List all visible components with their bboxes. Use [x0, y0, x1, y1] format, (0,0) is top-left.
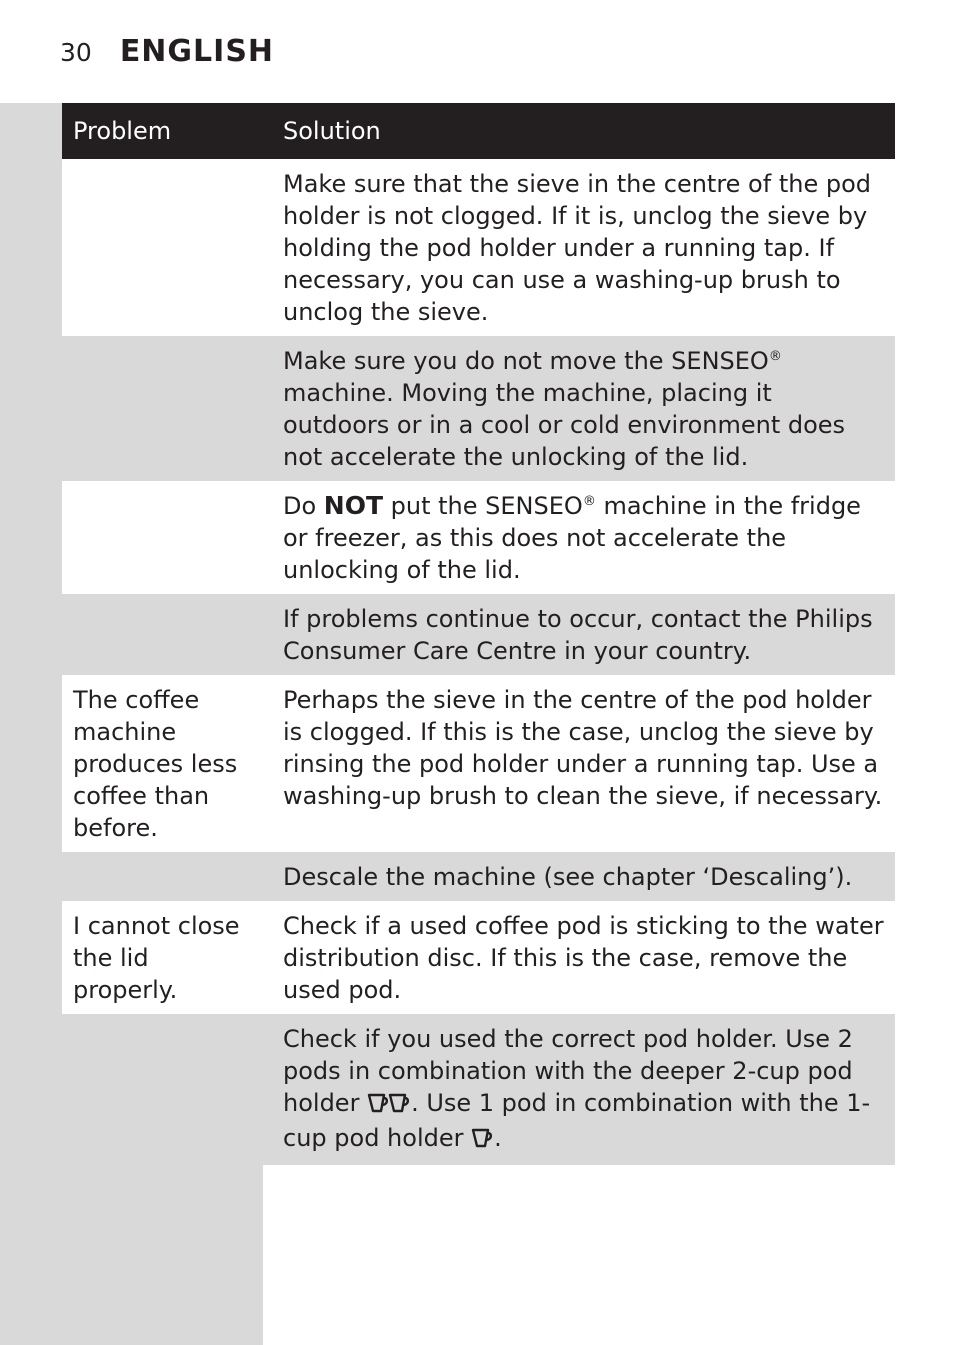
problem-cell — [62, 852, 263, 901]
table-row — [62, 852, 895, 901]
column-header-problem: Problem — [62, 103, 263, 159]
page-header — [60, 34, 274, 74]
troubleshooting-table — [62, 103, 895, 1165]
problem-cell — [62, 1014, 263, 1165]
solution-text: machine. Moving the machine, placing it outdoors or in a cool or cold environment does not accelerate the unlocking of the lid. — [283, 379, 846, 471]
problem-cell: I cannot close the lid properly. — [62, 901, 263, 1014]
solution-cell: If problems continue to occur, contact the Philips Consumer Care Centre in your country. — [263, 594, 895, 675]
problem-cell — [62, 481, 263, 594]
solution-cell: Make sure that the sieve in the centre of the pod holder is not clogged. If it is, unclog the sieve by holding the pod holder under a running tap. If necessary, you can use a washing-up brush to unclog the sieve. — [263, 159, 895, 336]
solution-text: . — [494, 1124, 502, 1152]
registered-mark: ® — [582, 494, 596, 509]
solution-cell — [263, 336, 895, 481]
registered-mark: ® — [768, 349, 782, 364]
table-row — [62, 481, 895, 594]
table-row — [62, 901, 895, 1014]
two-cup-icon — [367, 1090, 411, 1122]
solution-text: Do — [283, 492, 324, 520]
column-header-solution: Solution — [263, 103, 895, 159]
section-title: ENGLISH — [119, 34, 275, 69]
solution-text: Make sure you do not move the SENSEO — [283, 347, 769, 375]
table-row — [62, 159, 895, 336]
one-cup-icon — [471, 1125, 494, 1157]
solution-cell: Descale the machine (see chapter ‘Descaling’). — [263, 852, 895, 901]
solution-cell: Perhaps the sieve in the centre of the pod holder is clogged. If this is the case, unclog the sieve by rinsing the pod holder under a running tap. Use a washing-up brush to clean the sieve, if necessary. — [263, 675, 895, 852]
problem-cell — [62, 159, 263, 336]
solution-text: put the SENSEO — [383, 492, 583, 520]
solution-cell: Check if a used coffee pod is sticking to the water distribution disc. If this is the case, remove the used pod. — [263, 901, 895, 1014]
solution-text: Check if you used the correct pod holder. Use 2 pods in combination with the deeper 2-cup pod holder — [283, 1025, 853, 1117]
emphasis-not: NOT — [323, 491, 384, 520]
table-header-row — [62, 103, 895, 159]
solution-text: machine in the fridge or freezer, as this does not accelerate the unlocking of the lid. — [283, 492, 861, 584]
table-row — [62, 675, 895, 852]
table-row — [62, 1014, 895, 1165]
table-row — [62, 594, 895, 675]
problem-cell — [62, 594, 263, 675]
solution-text: . Use 1 pod in combination with the 1-cup pod holder — [283, 1089, 871, 1152]
table-row — [62, 336, 895, 481]
solution-cell — [263, 481, 895, 594]
solution-cell — [263, 1014, 895, 1165]
problem-cell — [62, 336, 263, 481]
page-number: 30 — [60, 38, 92, 67]
problem-cell: The coffee machine produces less coffee than before. — [62, 675, 263, 852]
